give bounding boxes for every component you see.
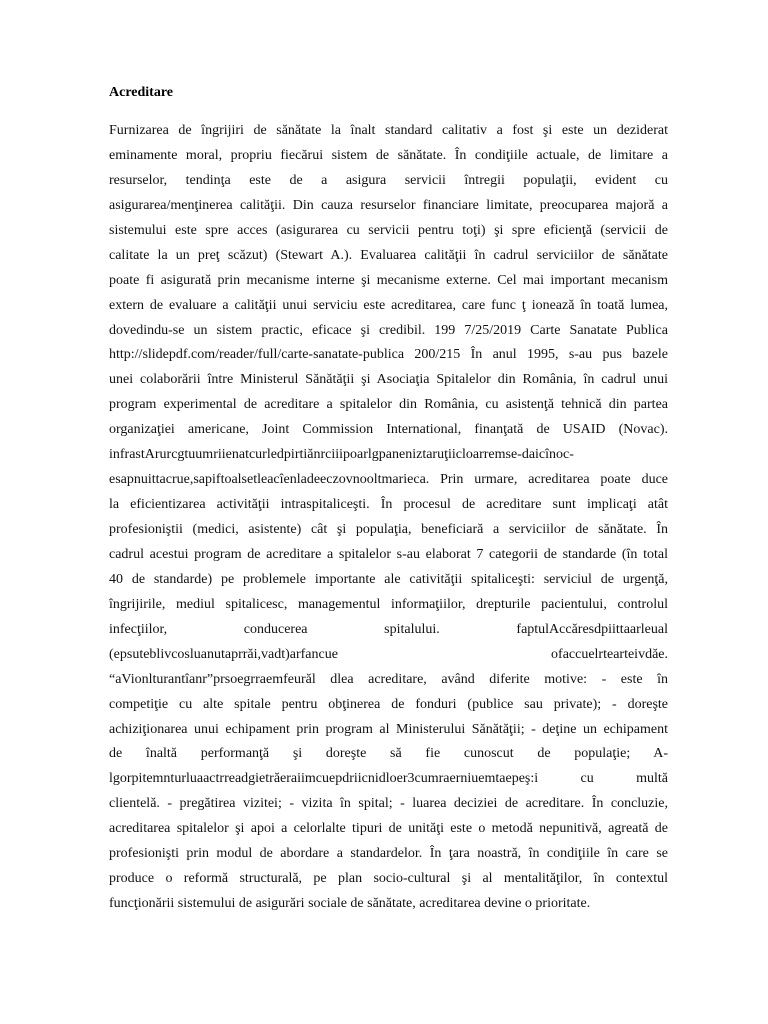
body-line: extern de evaluare a calităţii unui serviciu este acreditarea, care func ţ ionează în toată lumea, [109,297,668,313]
body-line: http://slidepdf.com/reader/full/carte-sanatate-publica 200/215 În anul 1995, s-au pus bazele [109,347,668,363]
body-line: îngrijirile, mediul spitalicesc, managementul informaţiilor, drepturile pacientului, controlul [109,596,668,612]
body-line: eminamente moral, propriu fiecărui sistem de sănătate. În condiţiile actuale, de limitare a [109,147,668,163]
body-line: infecţiilor, conducerea spitalului. faptulAccăresdpiittaarleual [109,621,668,637]
body-line: organizaţiei americane, Joint Commission International, finanţată de USAID (Novac). [109,422,668,438]
body-line: lgorpitemnturluaactrreadgietrăeraiimcuepdriicnidloer3cumraerniuemtaepeş:i cu multă [109,771,668,787]
body-line: competiţie cu alte spitale pentru obţinerea de fonduri (publice sau private); - doreşte [109,696,668,712]
body-line: sistemului este spre acces (asigurarea cu servicii pentru toţi) şi spre eficienţă (servicii de [109,222,668,238]
body-line: achiziţionarea unui echipament prin program al Ministerului Sănătăţii; - deţine un echipament [109,721,668,737]
document-body [109,119,668,917]
body-line: de înaltă performanţă şi doreşte să fie cunoscut de populaţie; A- [109,746,668,762]
body-line: esapnuittacrue,sapiftoalsetleacîenladeeczovnooltmarieca. Prin urmare, acreditarea poate duce [109,472,668,488]
body-line: cadrul acestui program de acreditare a spitalelor s-au elaborat 7 categorii de standarde (în total [109,546,668,562]
body-line: unei colaborării între Ministerul Sănătăţii şi Asociaţia Spitalelor din România, în cadrul unui [109,372,668,388]
body-line: la eficientizarea activităţii intraspitaliceşti. În procesul de acreditare sunt implicaţi atât [109,497,668,513]
body-line: profesionişti prin modul de abordare a standardelor. În ţara noastră, în condiţiile în care se [109,846,668,862]
body-line: resurselor, tendinţa este de a asigura servicii întregii populaţii, evident cu [109,172,668,188]
body-line: asigurarea/menţinerea calităţii. Din cauza resurselor financiare limitate, preocuparea majoră a [109,197,668,213]
document-title: Acreditare [109,85,174,100]
body-line: clientelă. - pregătirea vizitei; - vizita în spital; - luarea deciziei de acreditare. În concluzie, [109,796,668,812]
body-line: acreditarea spitalelor şi apoi a celorlalte tipuri de unităţi este o metodă nepunitivă, agreată de [109,821,668,837]
body-line: calitate la un preţ scăzut) (Stewart A.). Evaluarea calităţii în cadrul serviciilor de sănătate [109,247,668,263]
body-line: (epsuteblivcosluanutaprrăi,vadt)arfancue ofaccuelrtearteivdăe. [109,646,668,662]
body-line: program experimental de acreditare a spitalelor din România, cu asistenţă tehnică din partea [109,397,668,413]
body-line: poate fi asigurată prin mecanisme interne şi mecanisme externe. Cel mai important mecanism [109,272,668,288]
body-line: infrastArurcgtuumriienatcurledpirtiănrciiipoarlgpaneniztaruţiicloarremse-daicînoc- [109,447,574,463]
body-line: produce o reformă structurală, pe plan socio-cultural şi al mentalităţilor, în contextul [109,871,668,887]
body-line: Furnizarea de îngrijiri de sănătate la înalt standard calitativ a fost şi este un deziderat [109,123,668,138]
body-line: funcţionării sistemului de asigurări sociale de sănătate, acreditarea devine o prioritate. [109,896,591,912]
body-line: profesioniştii (medici, asistente) cât şi populaţia, beneficiară a serviciilor de sănătate. În [109,522,668,537]
body-line: dovedindu-se un sistem practic, eficace şi credibil. 199 7/25/2019 Carte Sanatate Publica [109,322,668,338]
body-line: 40 de standarde) pe problemele importante ale cativităţii spitaliceşti: serviciul de urgenţă, [109,571,668,587]
body-line: “aVionlturantîanr”prsoegrraemfeurăl dlea acreditare, având diferite motive: - este în [109,671,668,687]
